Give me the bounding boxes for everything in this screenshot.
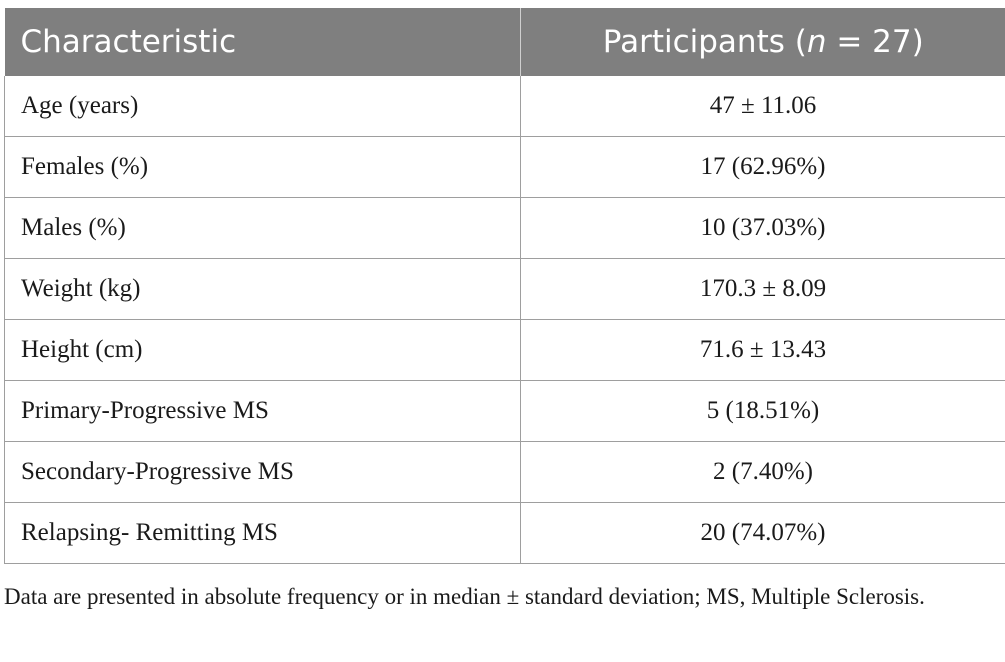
table-footnote: Data are presented in absolute frequency or in median ± standard deviation; MS, Multiple Sclerosis.	[4, 584, 925, 609]
row-label: Height (cm)	[5, 320, 521, 381]
row-label: Relapsing- Remitting MS	[5, 503, 521, 564]
row-label: Secondary-Progressive MS	[5, 442, 521, 503]
table-row	[5, 137, 1005, 198]
row-label: Primary-Progressive MS	[5, 381, 521, 442]
header-participants	[521, 8, 1005, 76]
table-row	[5, 259, 1005, 320]
row-value: 10 (37.03%)	[521, 198, 1005, 259]
table-row	[5, 503, 1005, 564]
header-row	[5, 8, 1005, 76]
table-row	[5, 198, 1005, 259]
row-label: Age (years)	[5, 76, 521, 137]
row-value: 2 (7.40%)	[521, 442, 1005, 503]
table-row	[5, 442, 1005, 503]
row-value: 20 (74.07%)	[521, 503, 1005, 564]
table-row	[5, 381, 1005, 442]
header-characteristic: Characteristic	[5, 8, 521, 76]
row-label: Males (%)	[5, 198, 521, 259]
characteristics-table-container	[4, 8, 1005, 564]
row-label: Weight (kg)	[5, 259, 521, 320]
characteristics-table	[4, 8, 1005, 564]
row-value: 5 (18.51%)	[521, 381, 1005, 442]
header-participants-suffix: = 27)	[826, 24, 924, 60]
row-value: 170.3 ± 8.09	[521, 259, 1005, 320]
table-body	[5, 76, 1005, 564]
header-participants-prefix: Participants (	[602, 24, 807, 60]
row-value: 17 (62.96%)	[521, 137, 1005, 198]
table-row	[5, 76, 1005, 137]
table-row	[5, 320, 1005, 381]
row-value: 47 ± 11.06	[521, 76, 1005, 137]
row-label: Females (%)	[5, 137, 521, 198]
table-header	[5, 8, 1005, 76]
header-participants-n: n	[806, 24, 827, 60]
row-value: 71.6 ± 13.43	[521, 320, 1005, 381]
